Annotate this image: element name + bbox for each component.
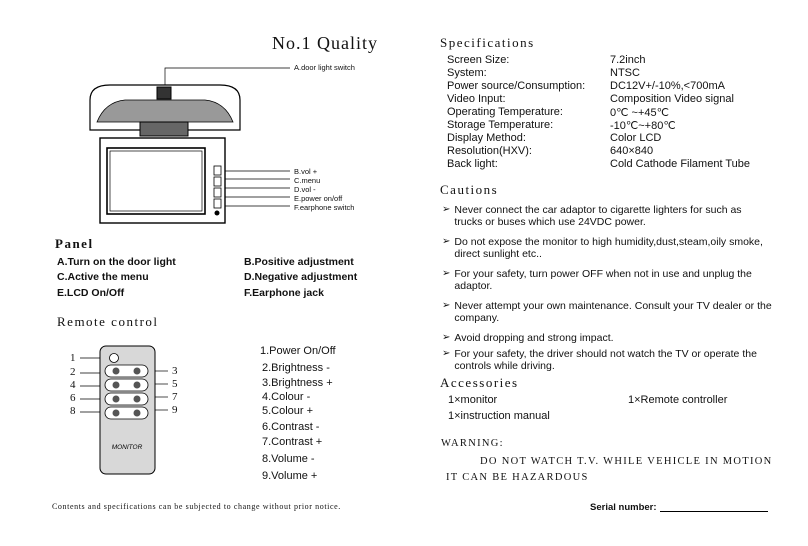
spec-row bbox=[447, 67, 777, 80]
caution-text: Never connect the car adaptor to cigarette lighters for such as trucks or buses which use 24VDC power. bbox=[454, 204, 742, 228]
remote-fn-8: 8.Volume - bbox=[262, 453, 315, 465]
accessory-remote: 1×Remote controller bbox=[628, 394, 728, 406]
remote-fn-1: 1.Power On/Off bbox=[260, 345, 336, 357]
remote-brand: MONITOR bbox=[111, 444, 143, 451]
remote-num-9: 9 bbox=[172, 404, 178, 416]
remote-fn-2: 2.Brightness - bbox=[262, 362, 330, 374]
label-vol-down: D.vol - bbox=[294, 185, 316, 194]
warning-line-1: DO NOT WATCH T.V. WHILE VEHICLE IN MOTION bbox=[480, 456, 773, 467]
spec-label: Operating Temperature: bbox=[447, 106, 563, 118]
remote-diagram bbox=[60, 340, 190, 480]
remote-num-7: 7 bbox=[172, 391, 178, 403]
caution-text: Do not expose the monitor to high humidity,dust,steam,oily smoke, direct sunlight etc.. bbox=[454, 236, 763, 260]
caution-item bbox=[442, 300, 772, 324]
remote-fn-3: 3.Brightness + bbox=[262, 377, 333, 389]
caution-text: Never attempt your own maintenance. Consult your TV dealer or the company. bbox=[454, 300, 772, 324]
remote-num-8: 8 bbox=[70, 405, 76, 417]
arrow-right-icon: ➢ bbox=[442, 268, 451, 279]
spec-label: Screen Size: bbox=[447, 54, 510, 66]
spec-row bbox=[447, 145, 777, 158]
caution-item bbox=[442, 268, 772, 292]
spec-row bbox=[447, 54, 777, 67]
remote-num-6: 6 bbox=[70, 392, 76, 404]
earphone-jack bbox=[215, 211, 220, 216]
arrow-right-icon: ➢ bbox=[442, 236, 451, 247]
panel-item-c: C.Active the menu bbox=[57, 271, 149, 283]
remote-fn-9: 9.Volume + bbox=[262, 470, 318, 482]
panel-item-d: D.Negative adjustment bbox=[244, 271, 358, 283]
remote-fn-6: 6.Contrast - bbox=[262, 421, 320, 433]
label-vol-up: B.vol + bbox=[294, 167, 318, 176]
remote-fn-5: 5.Colour + bbox=[262, 405, 314, 417]
page-title: No.1 Quality bbox=[272, 33, 378, 53]
footer-note: Contents and specifications can be subjected to change without prior notice. bbox=[52, 502, 341, 511]
spec-value: Cold Cathode Filament Tube bbox=[610, 158, 751, 170]
caution-item bbox=[442, 332, 772, 344]
spec-label: Display Method: bbox=[447, 132, 526, 144]
caution-text: For your safety, turn power OFF when not in use and unplug the adaptor. bbox=[454, 268, 752, 292]
remote-num-2: 2 bbox=[70, 366, 76, 378]
arrow-right-icon: ➢ bbox=[442, 300, 451, 311]
spec-row bbox=[447, 106, 777, 119]
remote-num-4: 4 bbox=[70, 379, 76, 391]
caution-item bbox=[442, 236, 772, 260]
panel-item-a: A.Turn on the door light bbox=[57, 256, 176, 268]
remote-num-5: 5 bbox=[172, 378, 178, 390]
spec-value: 7.2inch bbox=[610, 54, 646, 66]
spec-label: Storage Temperature: bbox=[447, 119, 554, 131]
remote-num-3: 3 bbox=[172, 365, 178, 377]
label-menu: C.menu bbox=[294, 176, 321, 185]
hinge bbox=[140, 122, 188, 136]
spec-label: Power source/Consumption: bbox=[447, 80, 586, 92]
panel-item-b: B.Positive adjustment bbox=[244, 256, 354, 268]
remote-fn-4: 4.Colour - bbox=[262, 391, 311, 403]
spec-label: Back light: bbox=[447, 158, 498, 170]
spec-row bbox=[447, 80, 777, 93]
arrow-right-icon: ➢ bbox=[442, 332, 451, 343]
spec-value: 640×840 bbox=[610, 145, 654, 157]
spec-label: Video Input: bbox=[447, 93, 506, 105]
label-earphone-switch: F.earphone switch bbox=[294, 203, 355, 212]
spec-label: Resolution(HXV): bbox=[447, 145, 532, 157]
arrow-right-icon: ➢ bbox=[442, 348, 451, 359]
caution-text: For your safety, the driver should not watch the TV or operate the controls while driving. bbox=[454, 348, 757, 372]
serial-number-label: Serial number: bbox=[590, 502, 657, 513]
panel-item-f: F.Earphone jack bbox=[244, 287, 324, 299]
label-door-light-switch: A.door light switch bbox=[294, 63, 355, 72]
door-light-switch bbox=[157, 87, 171, 99]
warning-heading: WARNING: bbox=[441, 438, 504, 449]
spec-row bbox=[447, 93, 777, 106]
spec-row bbox=[447, 119, 777, 132]
remote-heading: Remote control bbox=[57, 314, 159, 329]
arrow-right-icon: ➢ bbox=[442, 204, 451, 215]
panel-heading: Panel bbox=[55, 236, 94, 251]
caution-item bbox=[442, 348, 772, 372]
power-button bbox=[110, 354, 119, 363]
spec-row bbox=[447, 132, 777, 145]
spec-table bbox=[447, 54, 777, 171]
caution-text: Avoid dropping and strong impact. bbox=[454, 332, 614, 344]
serial-number-line bbox=[660, 511, 768, 512]
spec-label: System: bbox=[447, 67, 487, 79]
screen bbox=[107, 148, 205, 214]
label-power: E.power on/off bbox=[294, 194, 343, 203]
remote-num-1: 1 bbox=[70, 352, 76, 364]
spec-value: Composition Video signal bbox=[610, 93, 734, 105]
spec-row bbox=[447, 158, 777, 171]
cautions-list bbox=[442, 204, 772, 372]
spec-value: -10℃~+80℃ bbox=[610, 120, 676, 132]
accessories-heading: Accessories bbox=[440, 375, 519, 390]
spec-value: 0℃ ~+45℃ bbox=[610, 107, 669, 119]
specifications-heading: Specifications bbox=[440, 35, 535, 50]
warning-line-2: IT CAN BE HAZARDOUS bbox=[446, 472, 589, 483]
spec-value: Color LCD bbox=[610, 132, 662, 144]
accessory-manual: 1×instruction manual bbox=[448, 410, 550, 422]
housing-inner bbox=[97, 100, 233, 122]
caution-item bbox=[442, 204, 772, 228]
remote-fn-7: 7.Contrast + bbox=[262, 436, 323, 448]
spec-value: NTSC bbox=[610, 67, 640, 79]
accessory-monitor: 1×monitor bbox=[448, 394, 498, 406]
panel-item-e: E.LCD On/Off bbox=[57, 287, 125, 299]
spec-value: DC12V+/-10%,<700mA bbox=[610, 80, 725, 92]
cautions-heading: Cautions bbox=[440, 182, 499, 197]
